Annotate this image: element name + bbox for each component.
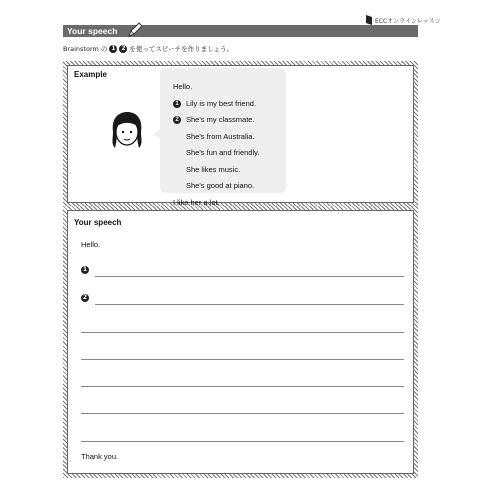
instruction-before: Brainstorm の [63, 45, 108, 53]
writing-line-7[interactable] [81, 441, 404, 442]
logo-text: ECCオンラインレッスン [375, 17, 441, 25]
pencil-icon [127, 22, 143, 38]
example-line-text: She's fun and friendly. [186, 148, 260, 157]
example-number: 2 [173, 116, 181, 124]
speech-number-2: 2 [82, 294, 88, 301]
example-line-text: I like her a lot. [173, 197, 220, 207]
example-line-text: She likes music. [186, 164, 241, 174]
example-line-text: She's good at piano. [186, 181, 255, 190]
writing-line-5[interactable] [81, 386, 404, 387]
your-speech-label: Your speech [74, 218, 122, 227]
writing-line-3[interactable] [81, 332, 404, 333]
writing-line-1[interactable] [95, 276, 404, 277]
instruction-after: を使ってスピーチを作りましょう。 [129, 45, 234, 53]
circled-number-2: 2 [121, 44, 126, 52]
speech-number-1: 1 [82, 266, 88, 273]
writing-line-4[interactable] [81, 359, 404, 360]
instruction [63, 44, 233, 53]
example-frame [63, 61, 418, 207]
writing-line-6[interactable] [81, 413, 404, 414]
speech-thank-you: Thank you. [81, 452, 119, 461]
speech-bubble [160, 68, 286, 207]
example-number: 1 [173, 100, 181, 108]
example-line-text: She's from Australia. [186, 131, 255, 141]
example-line-text: She's my classmate. [186, 115, 255, 124]
speech-hello: Hello. [81, 240, 101, 249]
example-label: Example [74, 70, 107, 79]
section-header [63, 25, 418, 37]
example-line-text: Lily is my best friend. [186, 98, 257, 108]
girl-avatar-icon [109, 110, 145, 152]
ecc-logo [366, 15, 441, 25]
your-speech-frame [63, 206, 418, 478]
logo-mark-icon [366, 15, 372, 25]
section-title: Your speech [67, 26, 118, 36]
writing-line-2[interactable] [95, 304, 404, 305]
circled-number-1: 1 [111, 44, 116, 52]
example-line-text: Hello. [173, 82, 193, 91]
your-speech-inner-border [67, 210, 414, 474]
